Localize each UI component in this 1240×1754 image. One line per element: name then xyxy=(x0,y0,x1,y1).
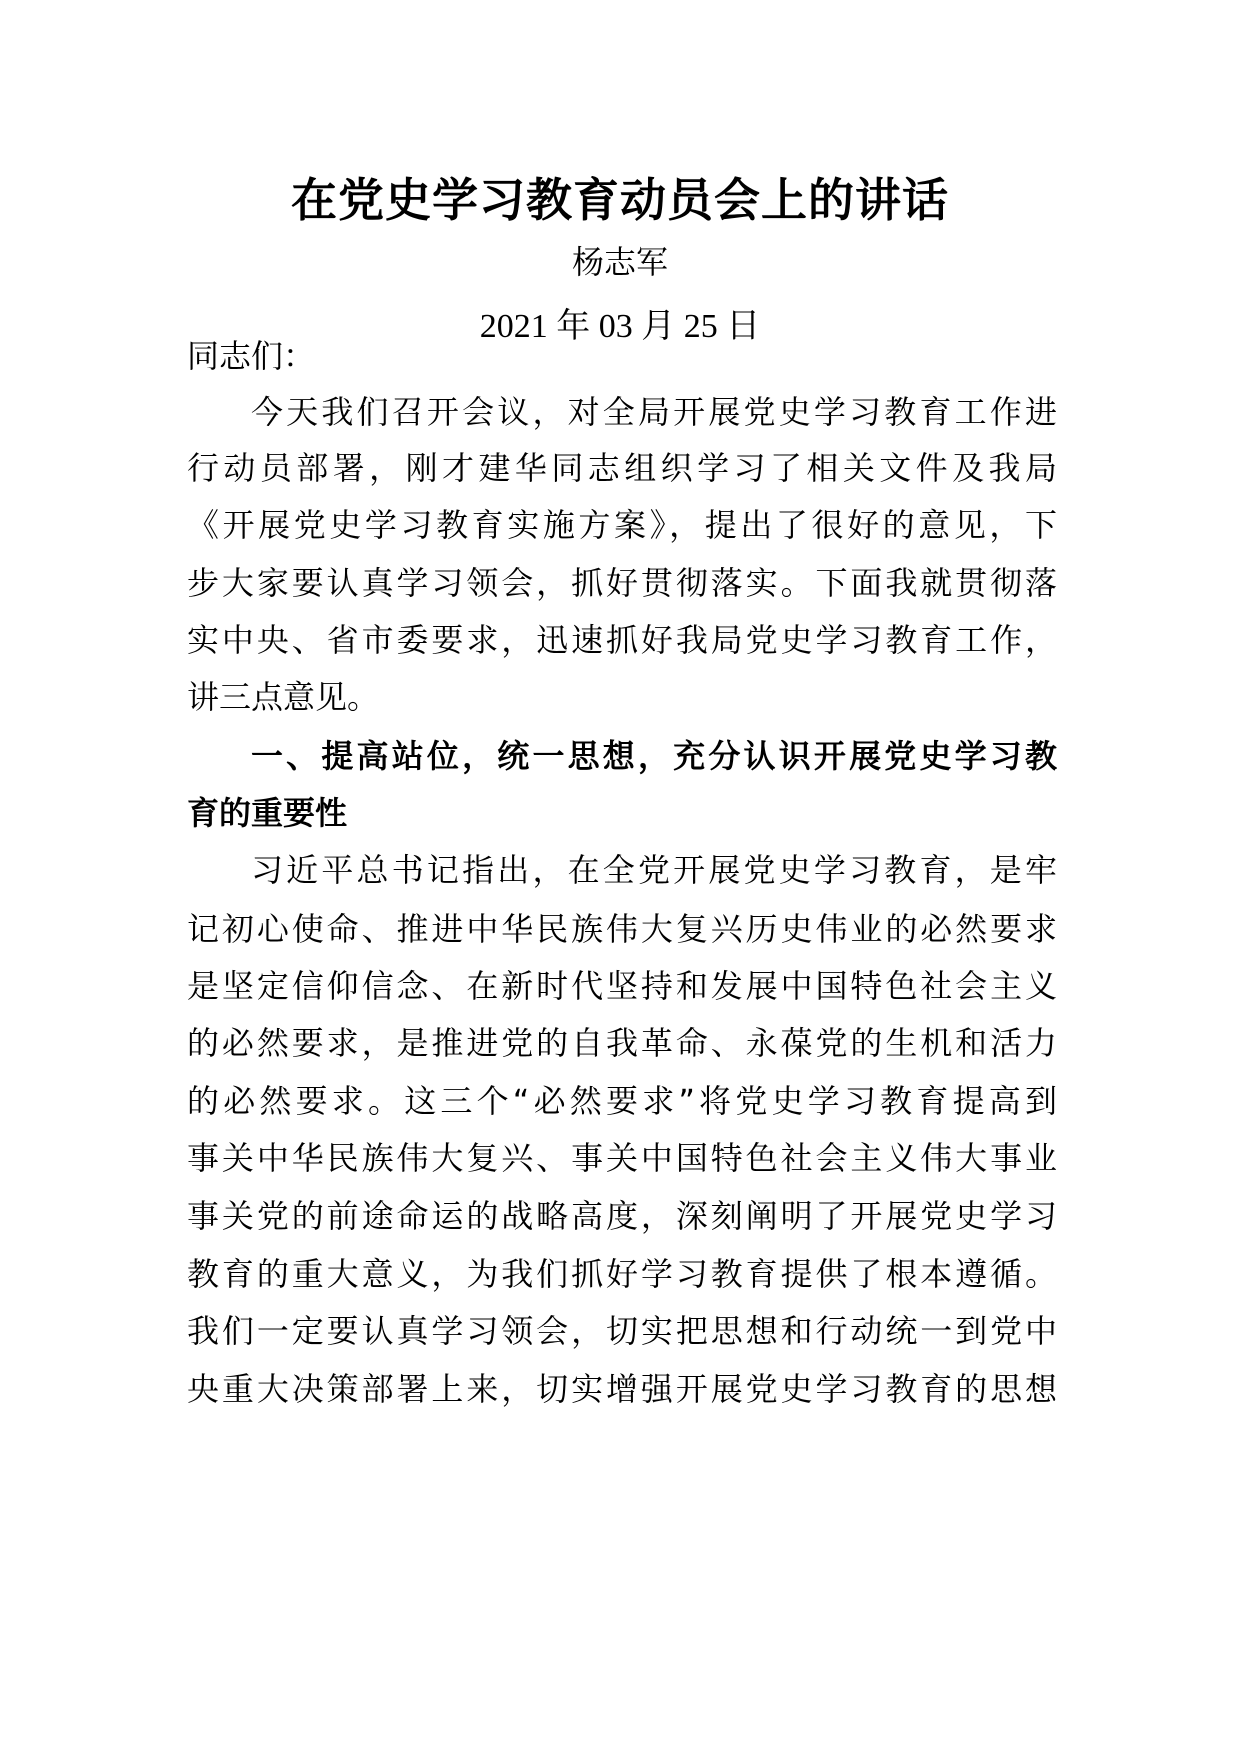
section-heading: 育的重要性 xyxy=(187,794,348,832)
section-heading: 一、提高站位，统一思想，充分认识开展党史学习教 xyxy=(251,737,1057,775)
body-line: 习近平总书记指出，在全党开展党史学习教育，是牢 xyxy=(251,851,1057,889)
body-line: 今天我们召开会议，对全局开展党史学习教育工作进 xyxy=(251,393,1057,431)
body-line: 的必然要求，是推进党的自我革命、永葆党的生机和活力 xyxy=(187,1024,1057,1062)
body-line: 讲三点意见。 xyxy=(187,678,380,716)
document-title: 在党史学习教育动员会上的讲话 xyxy=(291,173,949,227)
body-line: 的必然要求。这三个“必然要求”将党史学习教育提高到 xyxy=(187,1082,1057,1120)
body-line: 教育的重大意义，为我们抓好学习教育提供了根本遵循。 xyxy=(187,1255,1057,1293)
salutation: 同志们： xyxy=(187,337,316,375)
body-line: 央重大决策部署上来，切实增强开展党史学习教育的思想 xyxy=(187,1370,1057,1408)
body-line: 步大家要认真学习领会，抓好贯彻落实。下面我就贯彻落 xyxy=(187,564,1057,602)
body-line: 《开展党史学习教育实施方案》，提出了很好的意见，下 xyxy=(187,506,1057,544)
body-line: 实中央、省市委要求，迅速抓好我局党史学习教育工作， xyxy=(187,621,1057,659)
body-line: 是坚定信仰信念、在新时代坚持和发展中国特色社会主义 xyxy=(187,967,1057,1005)
body-line: 事关中华民族伟大复兴、事关中国特色社会主义伟大事业 xyxy=(187,1139,1057,1177)
body-line: 事关党的前途命运的战略高度，深刻阐明了开展党史学习 xyxy=(187,1197,1057,1235)
body-line: 记初心使命、推进中华民族伟大复兴历史伟业的必然要求 xyxy=(187,910,1057,948)
document-author: 杨志军 xyxy=(571,243,668,281)
body-line: 行动员部署，刚才建华同志组织学习了相关文件及我局 xyxy=(187,449,1057,487)
document-date: 2021 年 03 月 25 日 xyxy=(479,308,761,345)
body-line: 我们一定要认真学习领会，切实把思想和行动统一到党中 xyxy=(187,1312,1057,1350)
